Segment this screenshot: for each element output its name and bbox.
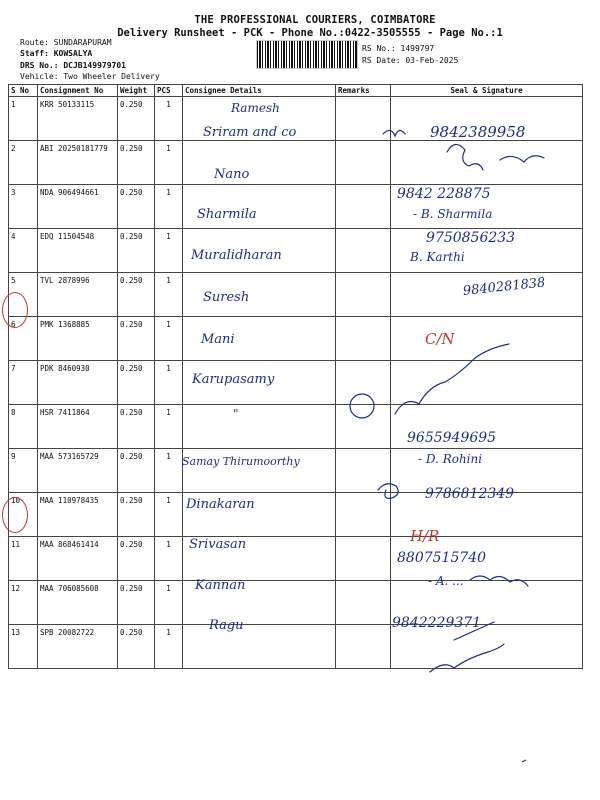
weight-cell: 0.250 [118, 537, 155, 581]
consignee-handwriting: Samay Thirumoorthy [182, 455, 300, 468]
column-header: Consignment No [38, 85, 118, 97]
column-header: Seal & Signature [391, 85, 583, 97]
signature-handwriting: 9842 228875 [397, 186, 491, 202]
rs-number: RS No.: 1499797 [362, 44, 435, 53]
consignee-handwriting: Sriram and co [203, 125, 297, 140]
consignee-handwriting: Sharmila [197, 207, 257, 222]
remarks-cell [336, 273, 391, 317]
table-header-row [9, 85, 583, 97]
remarks-cell [336, 449, 391, 493]
signature-cell [391, 141, 583, 185]
route-label: Route: SUNDARAPURAM [20, 38, 112, 47]
staff-label: Staff: KOWSALYA [20, 49, 93, 58]
signature-handwriting: B. Karthi [410, 250, 465, 264]
runsheet-subtitle: Delivery Runsheet - PCK - Phone No.:0422-3505555 - Page No.:1 [117, 27, 503, 39]
sno-cell: 2 [9, 141, 38, 185]
remarks-cell [336, 141, 391, 185]
remarks-cell [336, 537, 391, 581]
signature-handwriting: 8807515740 [397, 550, 487, 566]
sno-cell: 8 [9, 405, 38, 449]
rs-date: RS Date: 03-Feb-2025 [362, 56, 459, 65]
weight-cell: 0.250 [118, 449, 155, 493]
weight-cell: 0.250 [118, 97, 155, 141]
pcs-cell: 1 [155, 273, 183, 317]
table-row [9, 361, 583, 405]
row-11-circle-mark [2, 497, 28, 533]
pcs-cell: 1 [155, 97, 183, 141]
consignment-cell: NDA 906494661 [38, 185, 118, 229]
consignee-handwriting: Srivasan [189, 537, 247, 552]
consignment-cell: HSR 7411864 [38, 405, 118, 449]
pcs-cell: 1 [155, 229, 183, 273]
pcs-cell: 1 [155, 317, 183, 361]
runsheet-table [8, 84, 583, 669]
pcs-cell: 1 [155, 449, 183, 493]
consignee-handwriting: Suresh [203, 290, 250, 305]
consignment-cell: SPB 20082722 [38, 625, 118, 669]
pcs-cell: 1 [155, 405, 183, 449]
weight-cell: 0.250 [118, 581, 155, 625]
table-row [9, 405, 583, 449]
consignee-cell [183, 405, 336, 449]
table-row [9, 141, 583, 185]
sno-cell: 10 [9, 493, 38, 537]
sno-cell: 5 [9, 273, 38, 317]
weight-cell: 0.250 [118, 229, 155, 273]
weight-cell: 0.250 [118, 317, 155, 361]
consignee-cell [183, 625, 336, 669]
vehicle-label: Vehicle: Two Wheeler Delivery [20, 72, 160, 81]
consignment-cell: PDK 8460930 [38, 361, 118, 405]
signature-handwriting: - B. Sharmila [413, 207, 493, 221]
consignee-handwriting: Dinakaran [186, 497, 255, 512]
consignment-cell: PMK 1368885 [38, 317, 118, 361]
pcs-cell: 1 [155, 141, 183, 185]
remarks-cell [336, 405, 391, 449]
column-header: PCS [155, 85, 183, 97]
consignment-cell: EDQ 11504548 [38, 229, 118, 273]
remarks-cell [336, 493, 391, 537]
weight-cell: 0.250 [118, 185, 155, 229]
weight-cell: 0.250 [118, 273, 155, 317]
remarks-cell [336, 317, 391, 361]
pcs-cell: 1 [155, 581, 183, 625]
consignee-handwriting: " [233, 407, 239, 421]
consignee-handwriting: Nano [214, 167, 250, 182]
remarks-cell [336, 625, 391, 669]
remarks-cell [336, 229, 391, 273]
sno-cell: 11 [9, 537, 38, 581]
consignment-cell: MAA 868461414 [38, 537, 118, 581]
pcs-cell: 1 [155, 493, 183, 537]
signature-handwriting: - A. ... [428, 574, 464, 588]
table-row [9, 317, 583, 361]
consignee-handwriting: Kannan [195, 578, 246, 593]
signature-cell [391, 361, 583, 405]
column-header: Consignee Details [183, 85, 336, 97]
signature-handwriting: 9842229371 [392, 615, 482, 631]
sno-cell: 3 [9, 185, 38, 229]
consignee-cell [183, 141, 336, 185]
drs-label: DRS No.: DCJB149979701 [20, 61, 126, 70]
signature-handwriting: - D. Rohini [418, 452, 483, 466]
weight-cell: 0.250 [118, 405, 155, 449]
signature-cell [391, 317, 583, 361]
remark-handwriting: C/N [425, 330, 455, 348]
consignee-handwriting: Karupasamy [192, 372, 275, 387]
sno-cell: 6 [9, 317, 38, 361]
consignment-cell: TVL 2878996 [38, 273, 118, 317]
consignment-cell: MAA 706085608 [38, 581, 118, 625]
remarks-cell [336, 97, 391, 141]
table-row [9, 625, 583, 669]
pcs-cell: 1 [155, 185, 183, 229]
weight-cell: 0.250 [118, 493, 155, 537]
consignment-cell: MAA 110978435 [38, 493, 118, 537]
consignee-handwriting: Muralidharan [191, 248, 282, 263]
pcs-cell: 1 [155, 537, 183, 581]
sno-cell: 13 [9, 625, 38, 669]
column-header: S No [9, 85, 38, 97]
signature-handwriting: 9840281838 [462, 275, 547, 299]
company-title: THE PROFESSIONAL COURIERS, COIMBATORE [194, 14, 436, 26]
consignee-handwriting: Mani [201, 332, 235, 347]
sno-cell: 9 [9, 449, 38, 493]
weight-cell: 0.250 [118, 361, 155, 405]
consignment-cell: KRR 50133115 [38, 97, 118, 141]
sno-cell: 12 [9, 581, 38, 625]
sno-cell: 1 [9, 97, 38, 141]
remarks-cell [336, 581, 391, 625]
pcs-cell: 1 [155, 625, 183, 669]
signature-handwriting: 9655949695 [407, 430, 497, 446]
signature-handwriting: 9786812349 [425, 486, 515, 502]
table-row [9, 581, 583, 625]
consignee-handwriting: Ragu [209, 618, 244, 633]
consignment-cell: ABI 20250181779 [38, 141, 118, 185]
remark-handwriting: H/R [410, 527, 440, 545]
remarks-cell [336, 185, 391, 229]
table-row [9, 537, 583, 581]
barcode-image [257, 41, 357, 68]
signature-handwriting: 9750856233 [426, 230, 516, 246]
pcs-cell: 1 [155, 361, 183, 405]
row-6-circle-mark [2, 292, 28, 328]
sno-cell: 4 [9, 229, 38, 273]
column-header: Remarks [336, 85, 391, 97]
weight-cell: 0.250 [118, 141, 155, 185]
table-row [9, 185, 583, 229]
signature-cell [391, 625, 583, 669]
consignment-cell: MAA 573165729 [38, 449, 118, 493]
sno-cell: 7 [9, 361, 38, 405]
consignee-handwriting: Ramesh [231, 101, 280, 115]
signature-handwriting: 9842389958 [430, 123, 526, 141]
remarks-cell [336, 361, 391, 405]
column-header: Weight [118, 85, 155, 97]
weight-cell: 0.250 [118, 625, 155, 669]
